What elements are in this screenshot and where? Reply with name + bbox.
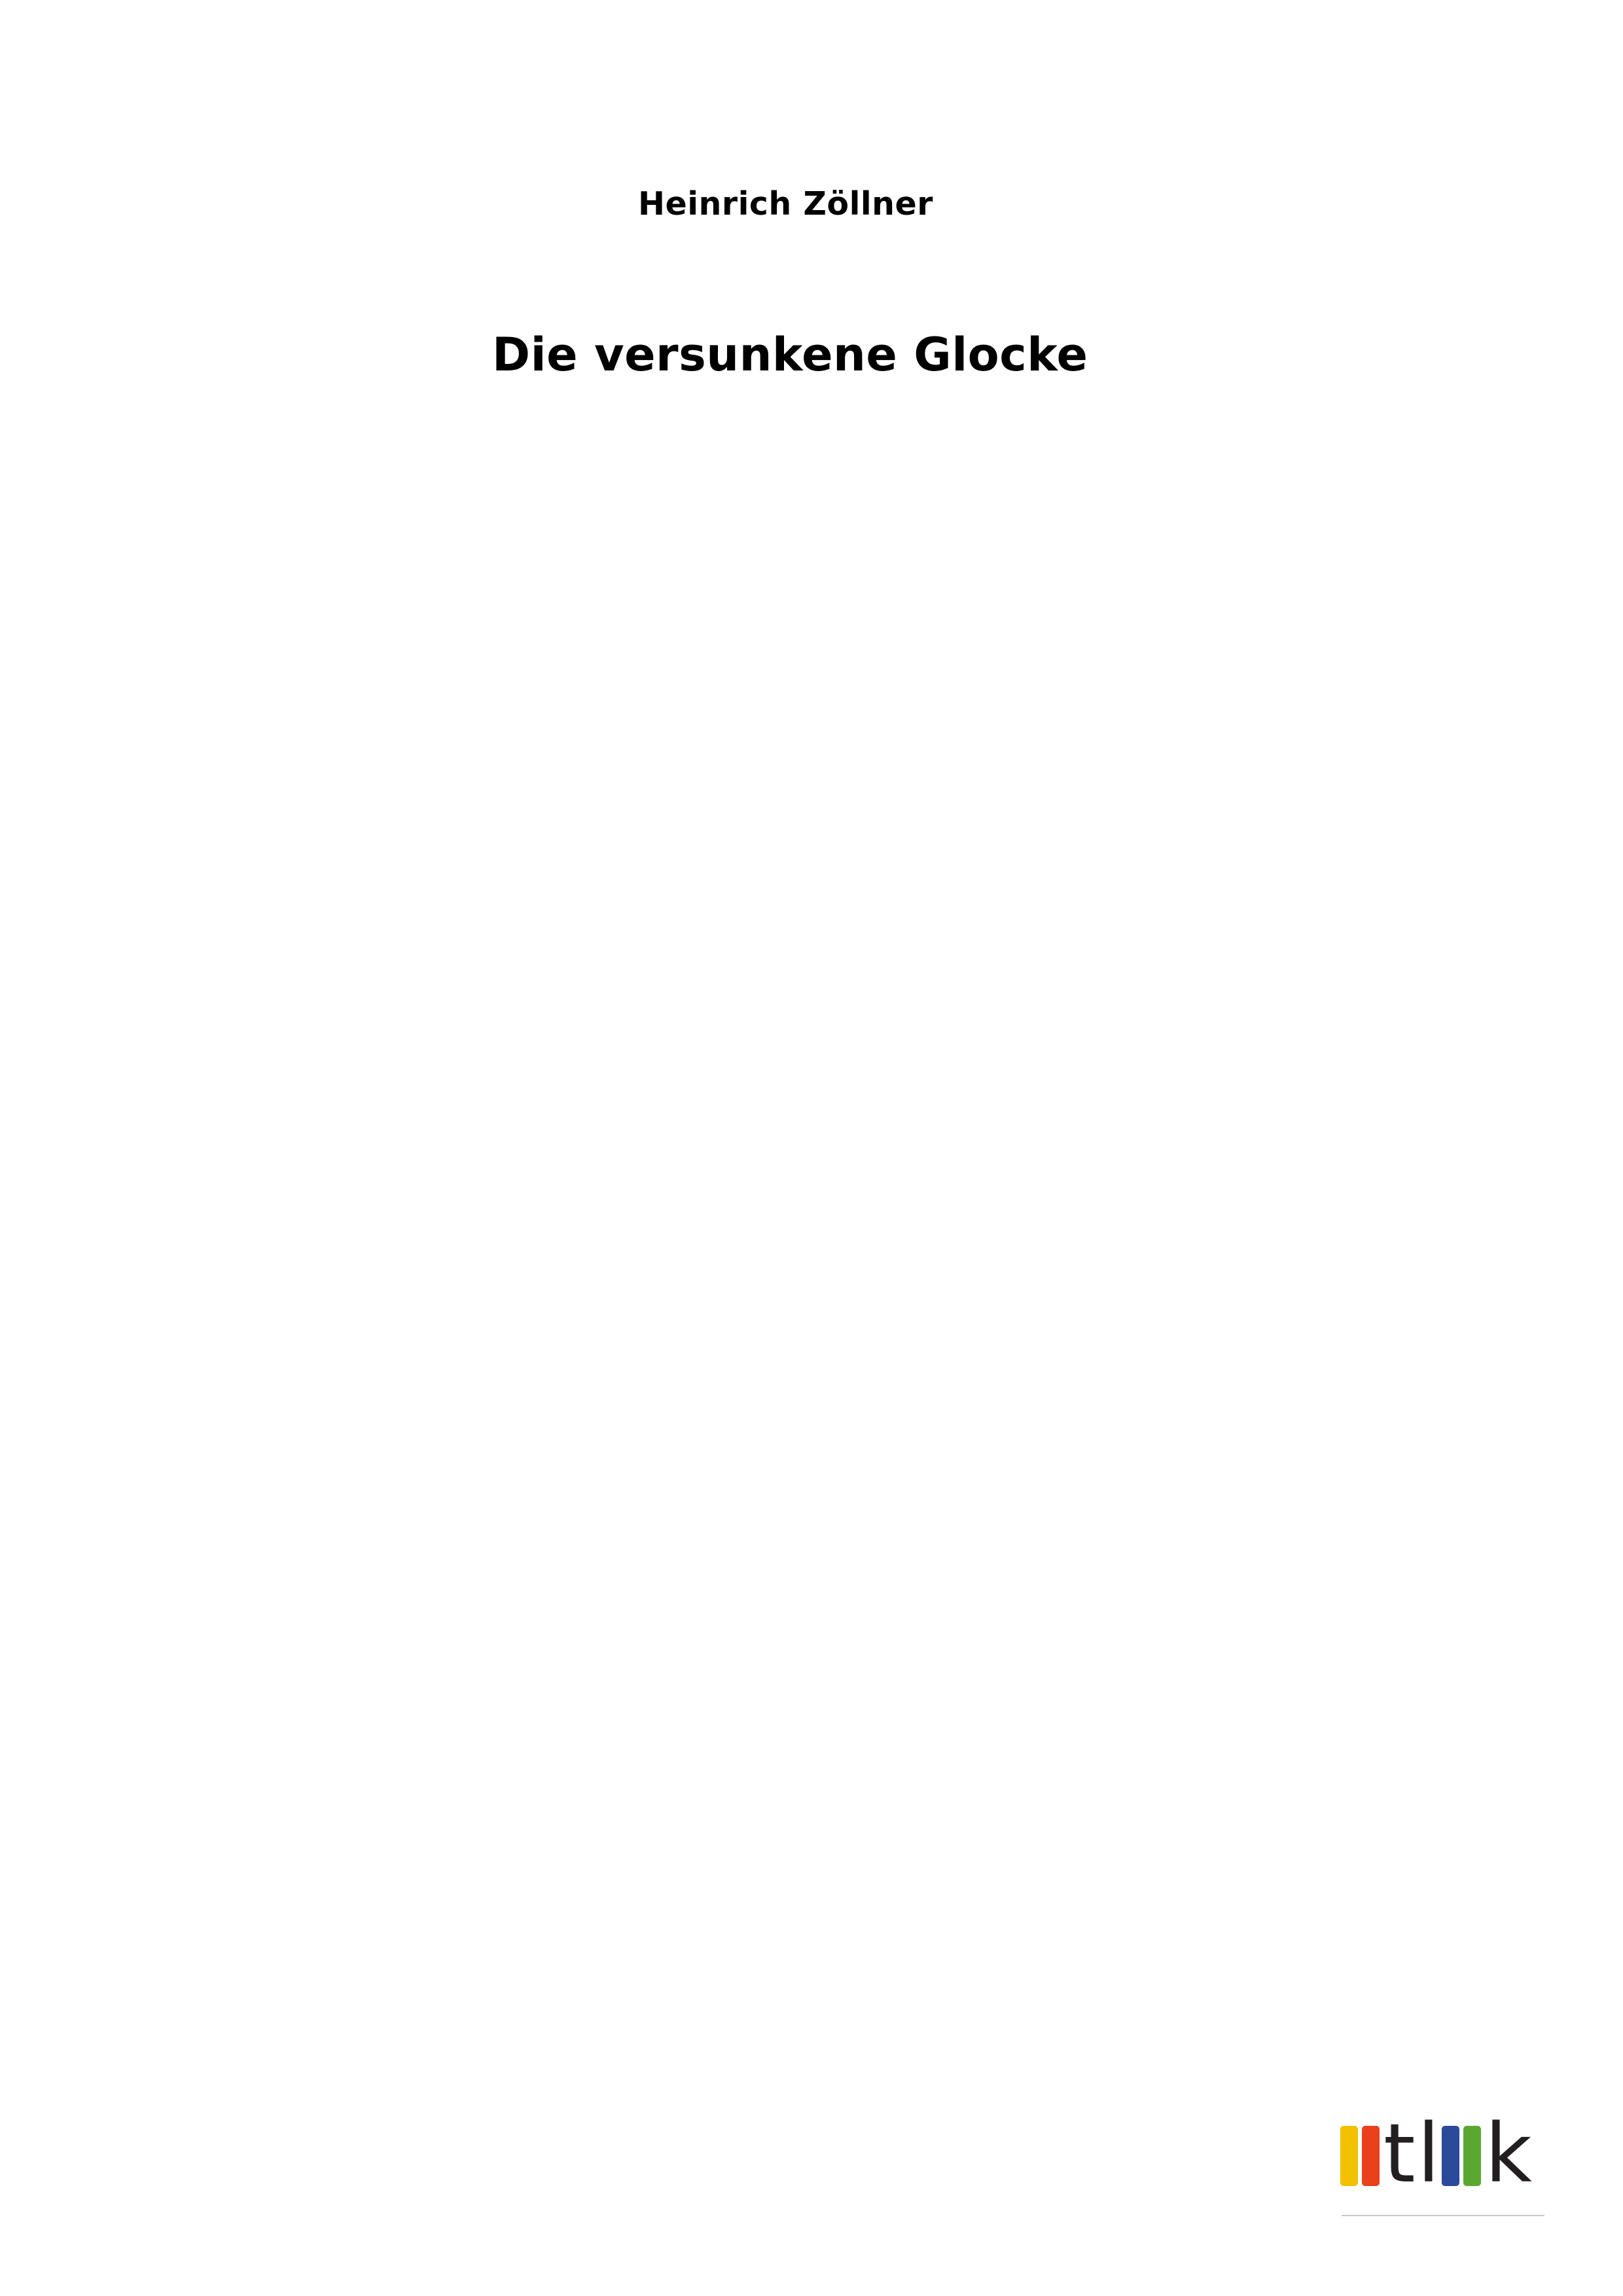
logo-letter-k: k — [1485, 2107, 1532, 2202]
logo-letter-t: t — [1383, 2107, 1416, 2202]
logo-letter-l: l — [1417, 2107, 1440, 2202]
logo-bar-green-icon — [1463, 2126, 1481, 2186]
publisher-logo — [1340, 2100, 1550, 2224]
logo-bar-red-icon — [1362, 2126, 1380, 2186]
logo-underline-divider — [1342, 2215, 1544, 2216]
logo-bar-blue-icon — [1442, 2126, 1459, 2186]
author-name: Heinrich Zöllner — [638, 185, 933, 223]
logo-bar-yellow-icon — [1340, 2126, 1358, 2186]
book-title: Die versunkene Glocke — [492, 328, 1088, 382]
logo-wordmark — [1340, 2100, 1534, 2202]
